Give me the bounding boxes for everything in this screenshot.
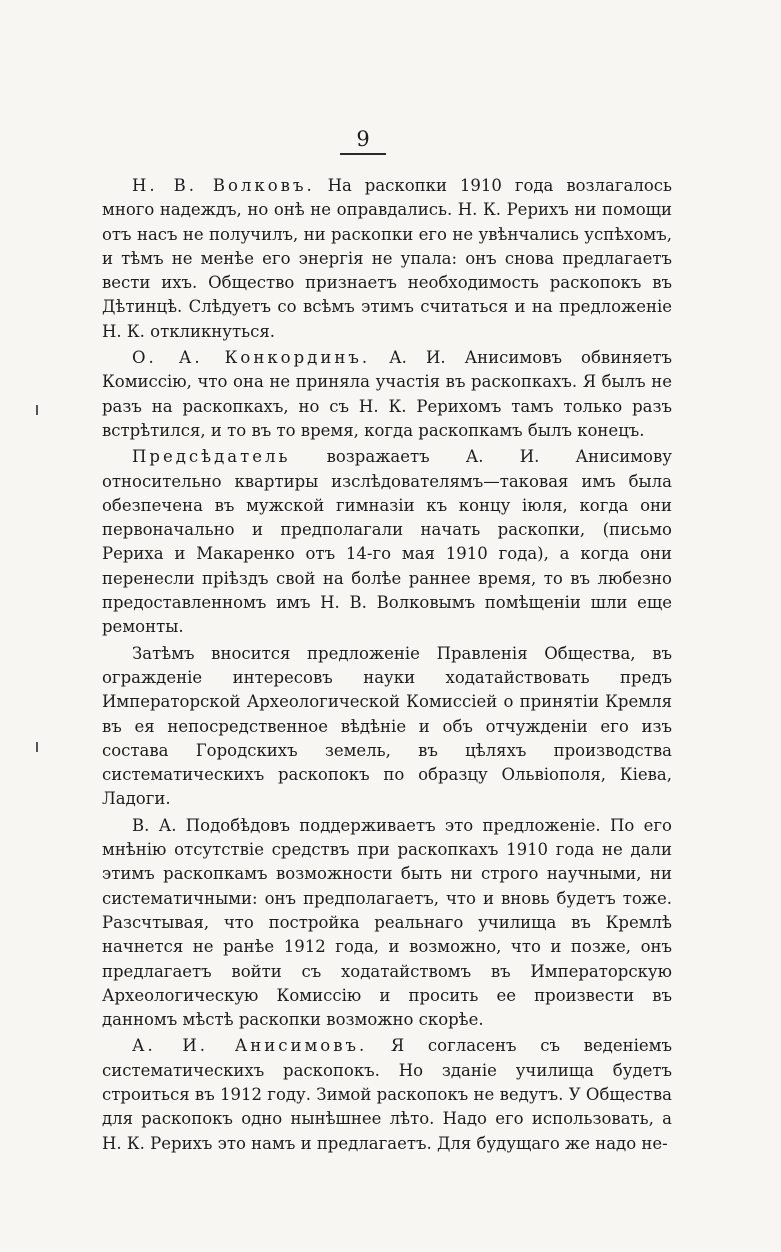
speaker-name: Предсѣдатель [132, 447, 291, 467]
paragraph [102, 346, 672, 443]
speaker-name: Н. В. Волковъ. [132, 176, 315, 195]
margin-mark [36, 405, 38, 415]
paragraph [102, 1034, 672, 1155]
speaker-name: А. И. Анисимовъ. [132, 1036, 368, 1056]
paragraph-text: В. А. Подобѣдовъ поддерживаетъ это предложеніе. По его мнѣнію отсутствіе средствъ при раскопкахъ 1910 года не дали этимъ раскопкамъ возможности быть ни строго научными, ни систематичными: онъ предполагаетъ, что и вновь будетъ тоже. Разсчтывая, что постройка реальнаго училища въ Кремлѣ начнется не ранѣе 1912 года, и возможно, что и позже, онъ предлагаетъ войти съ ходатайствомъ въ Императорскую Археологическую Комиссію и просить ее произвести въ данномъ мѣстѣ раскопки возможно скорѣе. [102, 815, 672, 1030]
paragraph-text: А. И. Анисимовъ обвиняетъ Комиссію, что она не приняла участія въ раскопкахъ. Я былъ не разъ на раскопкахъ, но съ Н. К. Рерихомъ тамъ только разъ встрѣтился, и то въ то время, когда раскопкамъ былъ конецъ. [102, 348, 672, 440]
paragraph-text: возражаетъ А. И. Анисимову относительно квартиры изслѣдователямъ—таковая имъ была обезпечена въ мужской гимназіи къ концу іюля, когда они первоначально и предполагали начать раскопки, (письмо Рериха и Макаренко отъ 14-го мая 1910 года), а когда они перенесли пріѣздъ свой на болѣе раннее время, то въ любезно предоставленномъ имъ Н. В. Волковымъ помѣщеніи шли еще ремонты. [102, 447, 672, 637]
paragraph-text: Затѣмъ вносится предложеніе Правленія Общества, въ огражденіе интересовъ науки ходатайствовать предъ Императорской Археологической Комиссіей о принятіи Кремля въ ея непосредственное вѣдѣніе и объ отчужденіи его изъ состава Городскихъ земель, въ цѣляхъ производства систематическихъ раскопокъ по образцу Ольвіополя, Кіева, Ладоги. [102, 643, 672, 809]
paragraph [102, 642, 672, 812]
paragraph-text: На раскопки 1910 года возлагалось много надеждъ, но онѣ не оправдались. Н. К. Рерихъ ни помощи отъ насъ не получилъ, ни раскопки его не увѣнчались успѣхомъ, и тѣмъ не менѣе его энергія не упала: онъ снова предлагаетъ вести ихъ. Общество признаетъ необходимость раскопокъ въ Дѣтинцѣ. Слѣдуетъ со всѣмъ этимъ считаться и на предложеніе Н. К. откликнуться. [102, 176, 672, 341]
paragraph-text: Я согласенъ съ веденіемъ систематическихъ раскопокъ. Но зданіе училища будетъ строиться въ 1912 году. Зимой раскопокъ не ведутъ. У Общества для раскопокъ одно нынѣшнее лѣто. Надо его использовать, а Н. К. Рерихъ это намъ и предлагаетъ. Для будущаго же надо не- [102, 1036, 672, 1153]
paragraph [102, 174, 672, 344]
speaker-name: О. А. Конкординъ. [132, 348, 371, 368]
body-text [102, 174, 672, 1158]
margin-mark [36, 742, 38, 752]
paragraph [102, 814, 672, 1033]
page-number: 9 [356, 127, 370, 151]
page-number-rule [340, 153, 386, 155]
paragraph [102, 445, 672, 639]
